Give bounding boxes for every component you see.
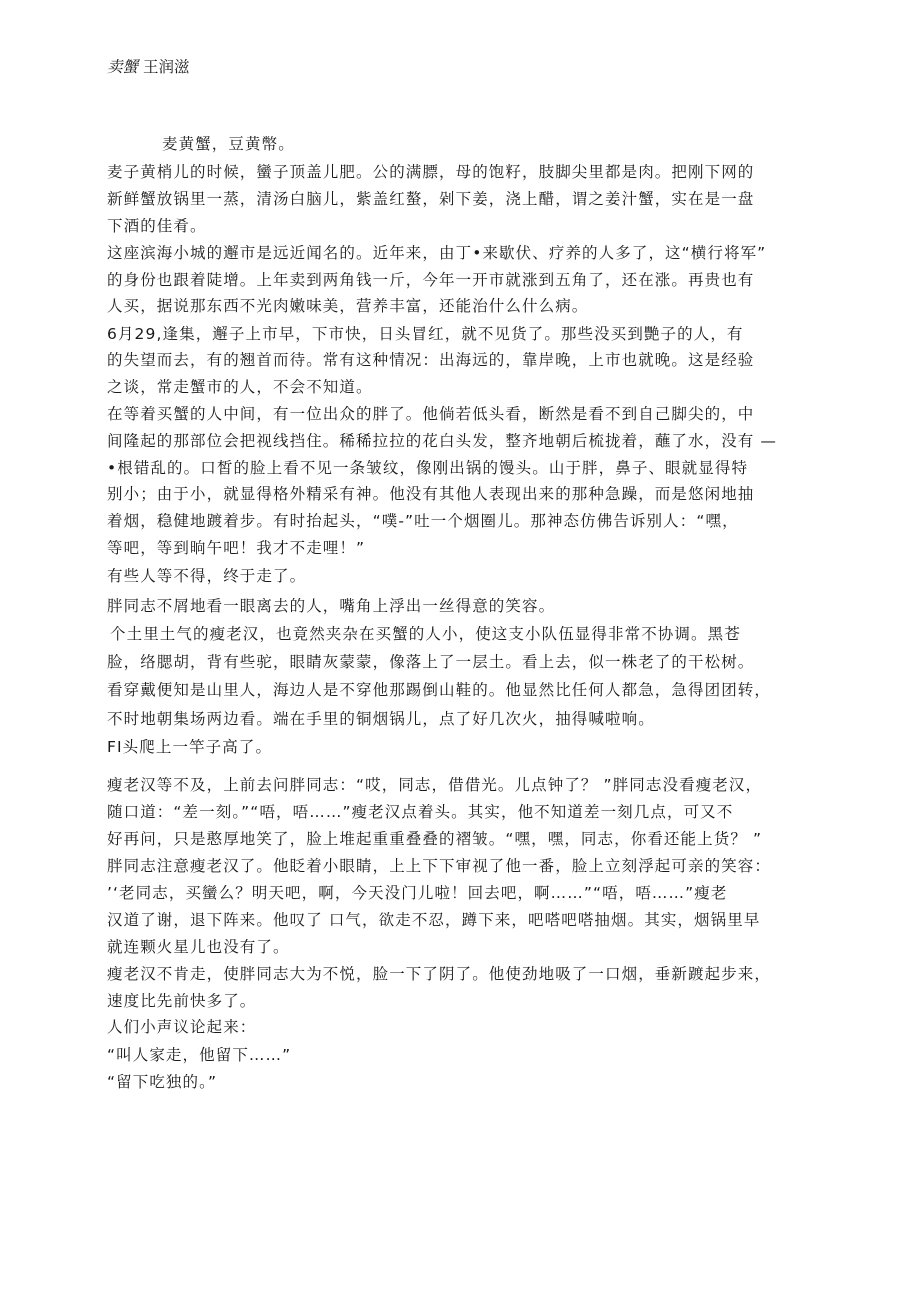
text-line: 这座滨海小城的邂市是远近闻名的。近年来，由丁•来歇伏、疗养的人多了，这“横行将军” — [107, 244, 767, 262]
text-line: ’‘老同志，买蠻么？明天吧，啊，今天没门儿啦！回去吧，啊……”“唔，唔……”瘦老 — [107, 884, 728, 902]
text-line: 新鲜蟹放锅里一蒸，清汤白脑儿，紫盖红螯，剁下姜，浇上醋，谓之姜汁蟹，实在是一盘 — [107, 190, 755, 208]
story-title: 卖蟹 — [107, 58, 139, 76]
text-line: 别小；由于小，就显得格外精采有神。他没有其他人表现出来的那种急躁，而是悠闲地抽 — [107, 485, 755, 503]
text-line: 瘦老汉不肯走，使胖同志大为不悦，脸一下了阴了。他使劲地吸了一口烟，垂新踱起步来， — [107, 965, 772, 983]
text-line: FI头爬上一竿子高了。 — [107, 738, 273, 756]
text-line: 个土里土气的瘦老汉，也竟然夹杂在买蟹的人小，使这支小队伍显得非常不协调。黑苍 — [110, 625, 741, 643]
text-line: “叫人家走，他留下……” — [107, 1046, 292, 1064]
text-line: 人们小声议论起来： — [107, 1018, 257, 1036]
text-line: 看穿戴便知是山里人，海边人是不穿他那踢倒山鞋的。他显然比任何人都急，急得团团转， — [107, 681, 772, 699]
text-line: 麦黄蟹，豆黄幣。 — [162, 135, 295, 153]
text-line: “留下吃独的。” — [107, 1073, 218, 1091]
text-line: 胖同志不屑地看一眼离去的人，嘴角上浮出一丝得意的笑容。 — [107, 597, 556, 615]
text-line: 间隆起的那部位会把视线挡住。稀稀拉拉的花白头发，整齐地朝后梳拢着，蘸了水，没有 — — [107, 432, 778, 450]
text-line: 6月29,逢集，邂子上市早，下市快，日头冒红，就不见货了。那些没买到艷子的人，有 — [107, 325, 744, 343]
text-line: 的身份也跟着陡增。上年卖到两角钱一斤，今年一开市就涨到五角了，还在涨。再贵也有 — [107, 271, 755, 289]
text-line: 人买，据说那东西不光肉嫩味美，营养丰富，还能治什么什么病。 — [107, 297, 589, 315]
text-line: 速度比先前快多了。 — [107, 992, 257, 1010]
author-name: 王润滋 — [142, 58, 190, 76]
text-line: 的失望而去，有的翘首而待。常有这种情况：出海远的，靠岸晚，上市也就晚。这是经验 — [107, 351, 755, 369]
text-line: 就连颗火星儿也没有了。 — [107, 938, 290, 956]
text-line: 下酒的佳肴。 — [107, 217, 207, 235]
text-line: •根错乱的。口皙的脸上看不见一条皱纹，像刚出锅的馒头。山于胖，鼻子、眼就显得特 — [107, 459, 749, 477]
text-line: 随口道：“差一刻。”“唔，唔……”瘦老汉点着头。其实，他不知道差一刻几点，可又不 — [107, 803, 734, 821]
text-line: 好再问，只是憨厚地笑了，脸上堆起重重叠叠的褶皱。“嘿，嘿，同志，你看还能上货？ ” — [107, 830, 763, 848]
text-line: 在等着买蟹的人中间，有一位出众的胖了。他倘若低头看，断然是看不到自己脚尖的，中 — [107, 405, 755, 423]
document-title — [107, 57, 189, 77]
text-line: 之谈，常走蟹市的人，不会不知道。 — [107, 378, 373, 396]
text-line: 瘦老汉等不及，上前去问胖同志：“哎，同志，借借光。儿点钟了？ ”胖同志没看瘦老汉， — [107, 776, 763, 794]
text-line: 麦子黄梢儿的时候，蠻子顶盖儿肥。公的满膘，母的饱籽，肢脚尖里都是肉。把刚下网的 — [107, 163, 755, 181]
text-line: 汉道了谢，退下阵来。他叹了 口气，欲走不忍，蹲下来，吧嗒吧嗒抽烟。其实，烟锅里早 — [107, 911, 761, 929]
text-line: 等吧，等到晌午吧！我才不走哩！” — [107, 539, 366, 557]
text-line: 脸，络腮胡，背有些驼，眼睛灰蒙蒙，像落上了一层土。看上去，似一株老了的干松树。 — [107, 653, 755, 671]
text-line: 着烟，稳健地踱着步。有时抬起头，“噗-”吐一个烟圈儿。那神态仿佛告诉别人：“嘿， — [107, 512, 739, 530]
text-line: 胖同志注意瘦老汉了。他眨着小眼睛，上上下下审视了他一番，脸上立刻浮起可亲的笑容： — [107, 857, 772, 875]
text-line: 不时地朝集场两边看。端在手里的铜烟锅儿，点了好几次火，抽得喊啦响。 — [107, 710, 655, 728]
text-line: 有些人等不得，终于走了。 — [107, 567, 307, 585]
